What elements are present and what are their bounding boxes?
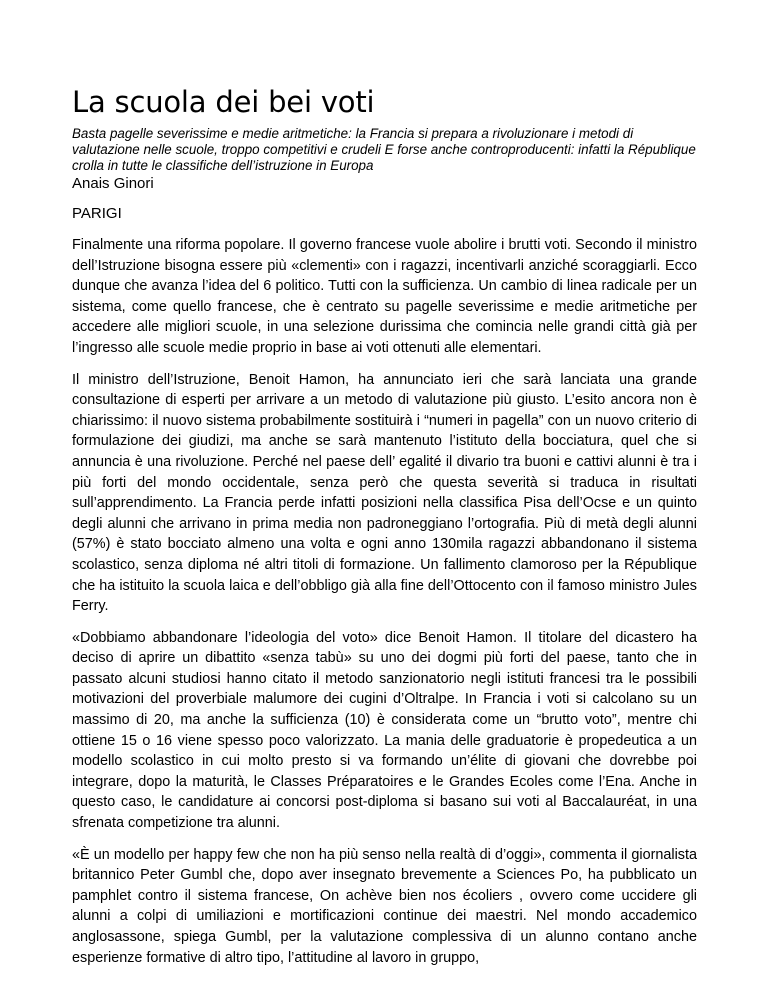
article-paragraph: «È un modello per happy few che non ha più senso nella realtà di d’oggi», commenta il giornalista britannico Peter Gumbl che, dopo aver insegnato brevemente a Sciences Po, ha pubblicato un pamphlet contro il sistema francese, On achève bien nos écoliers , ovvero come uccidere gli alunni a colpi di umiliazioni e mortificazioni continue dei maestri. Nel mondo accademico anglosassone, spiega Gumbl, per la valutazione complessiva di un alunno contano anche esperienze formative di altro tipo, l’attitudine al lavoro in gruppo, <box>72 846 697 966</box>
article-title: La scuola dei bei voti <box>72 85 375 119</box>
article-subtitle: Basta pagelle severissime e medie aritmetiche: la Francia si prepara a rivoluzionare i metodi di valutazione nelle scuole, troppo competitivi e crudeli E forse anche controproducenti: infatti la République crolla in tutte le classifiche dell’istruzione in Europa <box>72 126 696 173</box>
article-paragraph: Finalmente una riforma popolare. Il governo francese vuole abolire i brutti voti. Secondo il ministro dell’Istruzione bisogna essere più «clementi» con i ragazzi, incentivarli anziché scoraggiarli. Ecco dunque che avanza l’idea del 6 politico. Tutti con la sufficienza. Un cambio di linea radicale per un sistema, come quello francese, che è centrato su pagelle severissime e medie aritmetiche per accedere alle migliori scuole, in una selezione durissima che comincia nelle grandi città già per l’ingresso alle scuole medie proprio in base ai voti ottenuti alle elementari. <box>72 237 697 356</box>
article-author: Anais Ginori <box>72 175 154 192</box>
article-dateline: PARIGI <box>72 205 122 222</box>
article <box>72 84 697 979</box>
article-paragraph: Il ministro dell’Istruzione, Benoit Hamon, ha annunciato ieri che sarà lanciata una grande consultazione di esperti per arrivare a un metodo di valutazione più giusto. L’esito ancora non è chiarissimo: il nuovo sistema probabilmente sostituirà i “numeri in pagella” con un nuovo criterio di formulazione dei giudizi, ma anche se sarà mantenuto l’istituto della bocciatura, quel che si annuncia è una rivoluzione. Perché nel paese dell’ egalité il divario tra buoni e cattivi alunni è tra i più forti del mondo occidentale, senza però che questa severità si traduca in risultati sull’apprendimento. La Francia perde infatti posizioni nella classifica Pisa dell’Ocse e un quinto degli alunni che arrivano in prima media non padroneggiano l’ortografia. Più di metà degli alunni (57%) è stato bocciato almeno una volta e ogni anno 130mila ragazzi abbandonano il sistema scolastico, senza diploma né altri titoli di formazione. Un fallimento clamoroso per la République che ha istituito la scuola laica e dell’obbligo già alla fine dell’Ottocento con il famoso ministro Jules Ferry. <box>72 371 697 615</box>
article-paragraph: «Dobbiamo abbandonare l’ideologia del voto» dice Benoit Hamon. Il titolare del dicastero ha deciso di aprire un dibattito «senza tabù» su uno dei dogmi più forti del paese, tanto che in passato alcuni studiosi hanno citato il metodo sanzionatorio negli istituti francesi tra le possibili motivazioni del proverbiale malumore dei cugini d’Oltralpe. In Francia i voti si calcolano su un massimo di 20, ma anche la sufficienza (10) è considerata come un “brutto voto”, mentre chi ottiene 15 o 16 viene spesso poco valorizzato. La mania delle graduatorie è propedeutica a un modello scolastico in cui molto presto si va formando un’élite di giovani che dovrebbe poi integrare, dopo la maturità, le Classes Préparatoires e le Grandes Ecoles come l’Ena. Anche in questo caso, le candidature ai concorsi post-diploma si basano sui voti al Baccalauréat, in una sfrenata competizione tra alunni. <box>72 629 697 832</box>
